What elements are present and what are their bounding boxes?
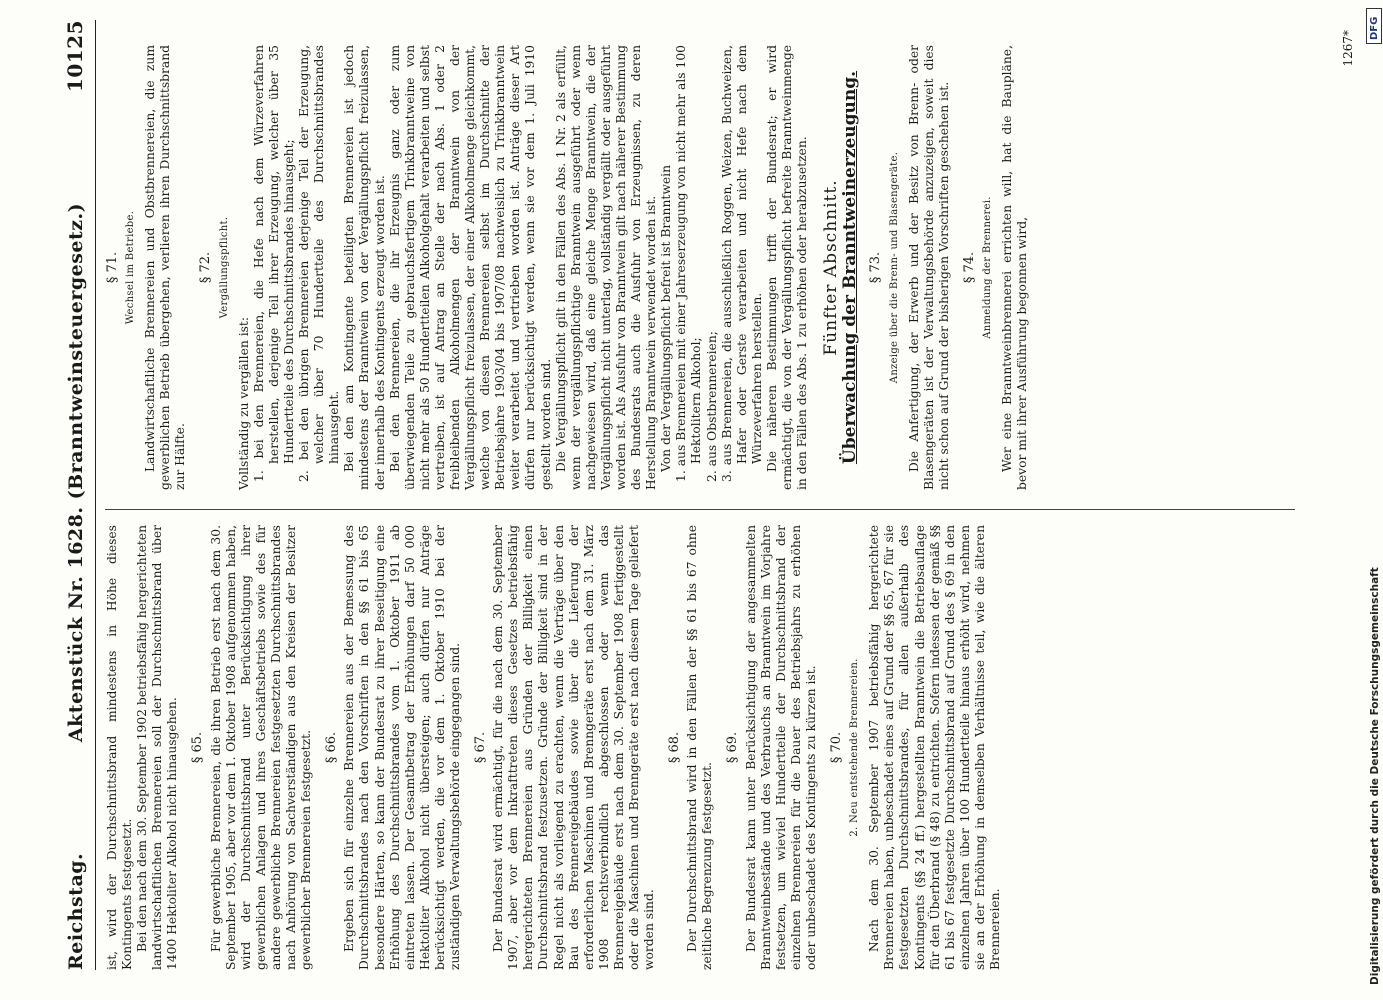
dfg-logo-text: DFG xyxy=(1369,16,1380,40)
section-heading: § 69. xyxy=(725,731,741,764)
paragraph: Vollständig zu vergällen ist: xyxy=(236,316,251,490)
paragraph: ist, wird der Durchschnittsbrand mindestens in Höhe dieses Kontingents festgesetzt. xyxy=(105,525,135,970)
header-title: Aktenstück Nr. 1628. (Branntweinsteuergesetz.) xyxy=(65,202,87,743)
header-rule xyxy=(95,20,96,970)
list-item: 3. aus Brennereien, die ausschließlich Roggen, Weizen, Buchweizen, Hafer oder Gerste verarbeiten und nicht Hefe nach dem Würzeverfahren herstellen. xyxy=(719,45,764,482)
paragraph: Bei den Brennereien, die ihr Erzeugnis ganz oder zum überwiegenden Teile zu gebrauchsfertigem Trinkbranntweine von nicht mehr als 50 Hundertteilen Alkoholgehalt verarbeiten und selbst vertreiben, ist auf Antrag an Stelle der nach Abs. 1 oder 2 freibleibenden Alkoholmengen der Branntwein von der Vergällungspflicht freizulassen, der einer Alkoholmenge gleichkommt, welche von diesen Brennereien selbst im Durchschnitte der Betriebsjahre 1903/04 bis 1907/08 nachweislich zu Trinkbranntwein weiter verarbeitet und vertrieben worden ist. Anträge dieser Art dürfen nur berücksichtigt werden, wenn sie vor dem 1. Juli 1910 gestellt worden sind. xyxy=(387,45,553,490)
paragraph: Landwirtschaftliche Brennereien und Obstbrennereien, die zum gewerblichen Betrieb übergehen, verlieren ihren Durchschnittsbrand zur Hälfte. xyxy=(143,45,188,490)
credit-text: Digitalisierung gefördert durch die Deutsche Forschungsgemeinschaft xyxy=(1369,567,1381,985)
paragraph: Der Bundesrat wird ermächtigt, für die nach dem 30. September 1907, aber vor dem Inkrafttreten dieses Gesetzes betriebsfähig hergerichteten Brennereien aus Gründen der Billigkeit einen Durchschnittsbrand festzusetzen. Gründe der Billigkeit sind in der Regel nicht als vorliegend zu erachten, wenn die Verträge über den Bau des Brennereigebäudes sowie über die Lieferung der erforderlichen Maschinen und Brenngeräte erst nach dem 31. März 1908 rechtsverbindlich abgeschlossen oder wenn das Brennereigebäude erst nach dem 30. September 1908 fertiggestellt oder die Maschinen und Brenngeräte erst nach diesem Tage geliefert worden sind. xyxy=(491,525,657,970)
section-heading: § 72. xyxy=(198,251,214,284)
section-subheading: Vergällungspflicht. xyxy=(218,216,230,319)
section-heading: § 65. xyxy=(190,731,206,764)
section-heading: § 67. xyxy=(473,731,489,764)
section-subheading: Wechsel im Betriebe. xyxy=(125,210,137,325)
page-header xyxy=(63,20,93,970)
header-left: Reichstag. xyxy=(65,852,87,970)
paragraph: Die Anfertigung, der Erwerb und der Besitz von Brenn- oder Blasengeräten ist der Verwaltungsbehörde anzuzeigen, soweit dies nicht schon auf Grund der bisherigen Vorschriften geschehen ist. xyxy=(906,45,951,490)
section-heading: § 74. xyxy=(961,251,977,284)
list-item: 1. bei den Brennereien, die Hefe nach dem Würzeverfahren herstellen, derjenige Teil ihrer Erzeugung, welcher über 35 Hundertteile des Durchschnittsbrandes hinausgeht; xyxy=(251,45,296,482)
left-column xyxy=(105,525,1003,970)
section-heading: § 71. xyxy=(105,251,120,284)
section-heading: § 66. xyxy=(324,731,340,764)
digitization-credit xyxy=(1365,0,1383,1000)
list-item: 1. aus Brennereien mit einer Jahreserzeugung von nicht mehr als 100 Hektolitern Alkohol; xyxy=(674,45,704,482)
page-number: 10125 xyxy=(63,20,87,93)
section-subheading: 2. Neu entstehende Brennereien. xyxy=(849,658,861,837)
paragraph: Die Vergällungspflicht gilt in den Fällen des Abs. 1 Nr. 2 als erfüllt, wenn der vergällungspflichtige Branntwein ausgeführt oder wenn nachgewiesen wird, daß eine gleiche Menge Branntwein, die der Vergällungspflicht nicht unterlag, vollständig vergällt oder ausgeführt worden ist. Als Ausfuhr von Branntwein gilt nach näherer Bestimmung des Bundesrats auch die Ausfuhr von Erzeugnissen, zu deren Herstellung Branntwein verwendet worden ist. xyxy=(553,45,659,490)
list-item: 2. aus Obstbrennereien; xyxy=(704,331,719,482)
paragraph: Von der Vergällungspflicht befreit ist Branntwein xyxy=(659,165,674,472)
paragraph: Die näheren Bestimmungen trifft der Bundesrat; er wird ermächtigt, die von der Vergällungspflicht befreite Branntweinmenge in den Fällen des Abs. 1 zu erhöhen oder herabzusetzen. xyxy=(764,45,810,490)
section-subheading: Anzeige über die Brenn- und Blasengeräte. xyxy=(888,151,900,384)
list-item: 2. bei den übrigen Brennereien derjenige Teil der Erzeugung, welcher über 70 Hundertteile des Durchschnittsbrandes hinausgeht. xyxy=(297,45,342,482)
rotated-page xyxy=(35,0,1355,1000)
section-heading: § 73. xyxy=(868,251,884,284)
paragraph: Wer eine Branntweinbrennerei errichten will, hat die Baupläne, bevor mit ihrer Ausführung begonnen wird, xyxy=(1000,45,1030,490)
column-divider xyxy=(105,509,1295,510)
chapter-title: Überwachung der Branntweinerzeugung. xyxy=(840,70,861,465)
paragraph: Ergeben sich für einzelne Brennereien aus der Bemessung des Durchschnittsbrandes nach den Vorschriften in den §§ 61 bis 65 besondere Härten, so kann der Bundesrat zu ihrer Beseitigung eine Erhöhung des Durchschnittsbrandes vom 1. Oktober 1911 ab eintreten lassen. Der Gesamtbetrag der Erhöhungen darf 50 000 Hektoliter Alkohol nicht übersteigen; auch dürfen nur Anträge berücksichtigt werden, die vor dem 1. Oktober 1910 bei der zuständigen Verwaltungsbehörde eingegangen sind. xyxy=(342,525,462,970)
paragraph: Für gewerbliche Brennereien, die ihren Betrieb erst nach dem 30. September 1905, aber vor dem 1. Oktober 1908 aufgenommen haben, wird der Durchschnittsbrand unter Berücksichtigung ihrer gewerblichen Anlagen und ihres Geschäftsbetriebs sowie des für andere gewerbliche Brennereien festgesetzten Durchschnittsbrandes nach Anhörung von Sachverständigen aus den Kreisen der Besitzer gewerblicher Brennereien festgesetzt. xyxy=(208,525,314,970)
paragraph: Der Durchschnittsbrand wird in den Fällen der §§ 61 bis 67 ohne zeitliche Begrenzung festgesetzt. xyxy=(685,525,715,970)
paragraph: Bei den nach dem 30. September 1902 betriebsfähig hergerichteten landwirtschaftlichen Brennereien soll der Durchschnittsbrand über 1400 Hektoliter Alkohol nicht hinausgehen. xyxy=(135,525,180,970)
paragraph: Bei den am Kontingente beteiligten Brennereien ist jedoch mindestens der Branntwein von der Vergällungspflicht freizulassen, der innerhalb des Kontingents erzeugt worden ist. xyxy=(342,45,387,490)
section-subheading: Anmeldung der Brennerei. xyxy=(981,196,993,339)
signature-mark: 1267* xyxy=(1341,30,1355,67)
paragraph: Nach dem 30. September 1907 betriebsfähig hergerichtete Brennereien haben, unbeschadet eines auf Grund der §§ 65, 67 für sie festgesetzten Durchschnittsbrandes, für allen außerhalb des Kontingents (§§ 24 ff.) hergestellten Branntwein die Betriebsauflage für den Überbrand (§ 48) zu entrichten. Sofern indessen der gemäß §§ 61 bis 67 festgesetzte Durchschnittsbrand auf Grund des § 69 in den einzelnen Jahren über 100 Hundertteile hinaus erhöht wird, nehmen sie an der Erhöhung in demselben Verhältnisse teil, wie die älteren Brennereien. xyxy=(867,525,1002,970)
section-heading: § 70. xyxy=(829,731,845,764)
paragraph: Der Bundesrat kann unter Berücksichtigung der angesammelten Branntweinbestände und des Verbrauchs an Branntwein im Vorjahre festsetzen, um wieviel Hundertteile der Durchschnittsbrand der einzelnen Brennereien für die Dauer des Betriebsjahrs zu erhöhen oder unbeschadet des Kontingents zu kürzen ist. xyxy=(743,525,818,970)
chapter-heading: Fünfter Abschnitt. xyxy=(821,179,842,356)
section-heading: § 68. xyxy=(667,731,683,764)
right-column xyxy=(105,45,1030,490)
